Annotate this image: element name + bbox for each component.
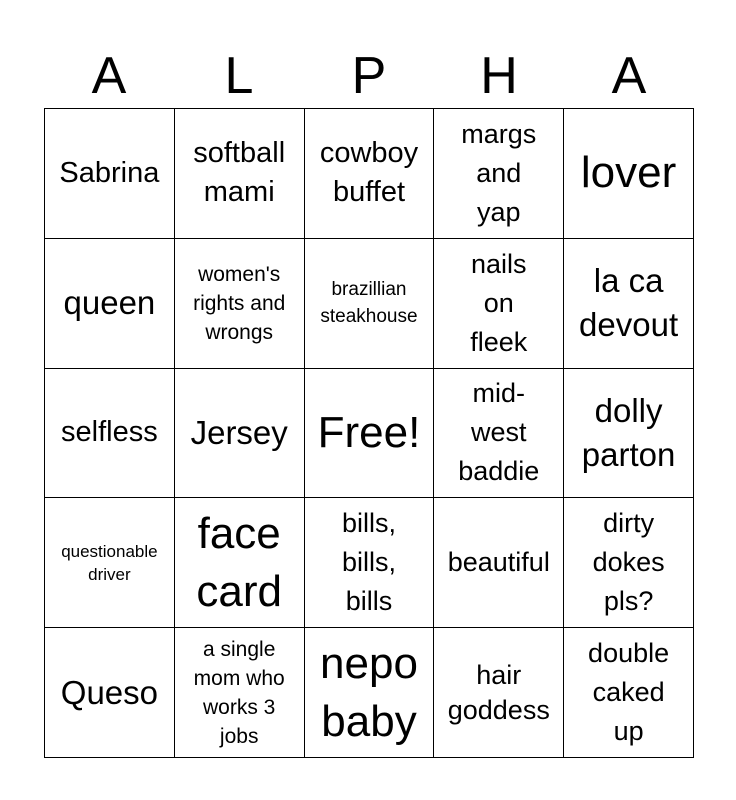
cell-text: Sabrina xyxy=(59,156,160,189)
free-space-text: Free! xyxy=(317,407,421,457)
cell-text: face card xyxy=(196,508,282,616)
header-letter-p: P xyxy=(351,47,387,105)
bingo-cell[interactable] xyxy=(45,109,175,239)
cell-text: brazillian steakhouse xyxy=(320,279,418,328)
cell-text: Jersey xyxy=(190,413,288,451)
bingo-cell[interactable] xyxy=(175,239,305,369)
bingo-cell[interactable] xyxy=(434,239,564,369)
header-letter-a: A xyxy=(91,47,127,105)
bingo-cell[interactable] xyxy=(45,369,175,499)
cell-text: dirty dokes pls? xyxy=(592,508,665,617)
cell-text: Queso xyxy=(60,673,159,711)
bingo-cell[interactable] xyxy=(175,369,305,499)
bingo-cell[interactable] xyxy=(175,628,305,758)
bingo-cell[interactable] xyxy=(564,239,694,369)
bingo-board xyxy=(44,108,694,758)
cell-text: nepo baby xyxy=(320,638,418,746)
bingo-cell[interactable] xyxy=(45,498,175,628)
bingo-cell[interactable] xyxy=(305,239,435,369)
header-letter-l: L xyxy=(224,47,254,105)
bingo-cell free-space[interactable] xyxy=(305,369,435,499)
header-letter-a2: A xyxy=(611,47,647,105)
bingo-cell[interactable] xyxy=(564,109,694,239)
cell-text: beautiful xyxy=(447,547,550,578)
cell-text: cowboy buffet xyxy=(319,137,419,209)
cell-text: queen xyxy=(63,284,156,322)
bingo-cell[interactable] xyxy=(434,369,564,499)
bingo-cell[interactable] xyxy=(305,628,435,758)
cell-text: questionable driver xyxy=(61,541,158,584)
cell-text: nails on fleek xyxy=(470,248,528,357)
bingo-cell[interactable] xyxy=(564,369,694,499)
bingo-cell[interactable] xyxy=(564,498,694,628)
cell-text: margs and yap xyxy=(461,118,537,227)
cell-text: hair goddess xyxy=(447,659,550,725)
bingo-cell[interactable] xyxy=(305,498,435,628)
cell-text: women's rights and wrongs xyxy=(193,262,286,344)
bingo-cell[interactable] xyxy=(175,498,305,628)
bingo-cell[interactable] xyxy=(305,109,435,239)
cell-text: mid- west baddie xyxy=(458,378,540,487)
bingo-cell[interactable] xyxy=(434,109,564,239)
bingo-header xyxy=(44,44,694,108)
bingo-cell[interactable] xyxy=(45,628,175,758)
bingo-cell[interactable] xyxy=(434,628,564,758)
cell-text: a single mom who works 3 jobs xyxy=(193,637,285,748)
cell-text: double caked up xyxy=(588,638,670,747)
bingo-cell[interactable] xyxy=(175,109,305,239)
cell-text: la ca devout xyxy=(579,262,679,344)
cell-text: bills, bills, bills xyxy=(341,508,396,617)
cell-text: softball mami xyxy=(193,137,286,209)
cell-text: selfless xyxy=(61,416,158,449)
bingo-cell[interactable] xyxy=(434,498,564,628)
bingo-cell[interactable] xyxy=(564,628,694,758)
cell-text: dolly parton xyxy=(581,391,676,473)
header-letter-h: H xyxy=(480,47,518,105)
bingo-cell[interactable] xyxy=(45,239,175,369)
cell-text: lover xyxy=(580,148,677,198)
